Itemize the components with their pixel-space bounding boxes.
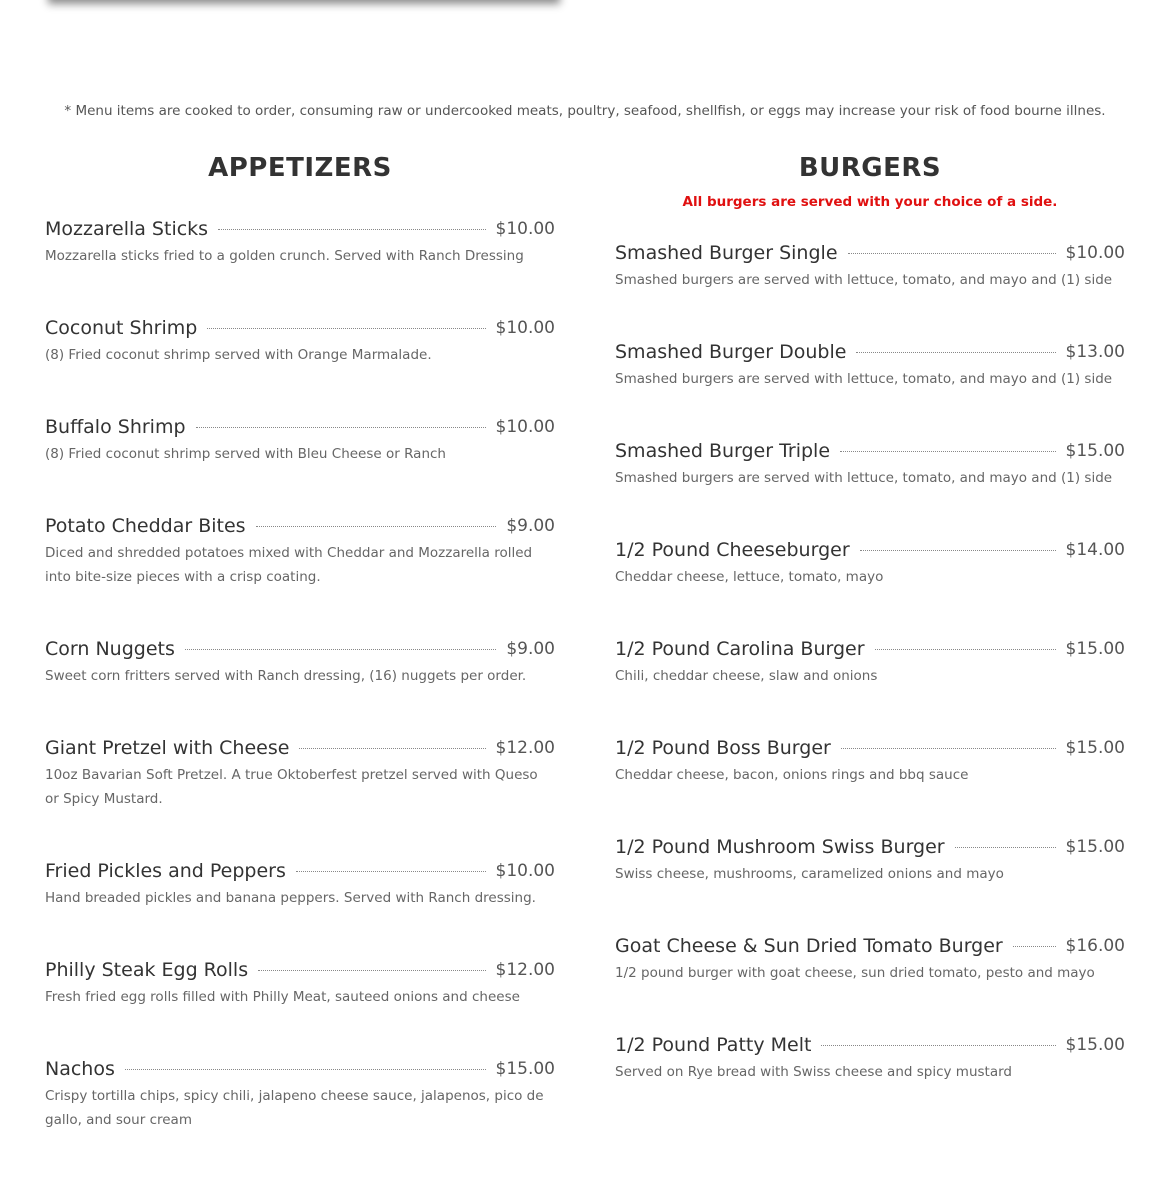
item-name: Goat Cheese & Sun Dried Tomato Burger (615, 935, 1003, 957)
menu-item-header (615, 634, 1125, 664)
menu-item (45, 511, 555, 589)
dotted-leader (821, 1045, 1055, 1046)
section-title: BURGERS (798, 153, 942, 183)
item-description: Crispy tortilla chips, spicy chili, jalapeno cheese sauce, jalapenos, pico de gallo, and sour cream (45, 1088, 544, 1128)
item-name: Giant Pretzel with Cheese (45, 737, 290, 759)
item-price: $13.00 (1065, 342, 1125, 362)
item-price: $15.00 (1065, 1035, 1125, 1055)
item-name: Fried Pickles and Peppers (45, 860, 286, 882)
item-price: $15.00 (1065, 639, 1125, 659)
item-price: $9.00 (506, 639, 555, 659)
menu-item (45, 313, 555, 367)
item-description: Hand breaded pickles and banana peppers. Served with Ranch dressing. (45, 890, 536, 906)
menu-item (615, 238, 1125, 292)
menu-item (615, 337, 1125, 391)
dotted-leader (185, 649, 496, 650)
menu-item-header (45, 214, 555, 244)
item-description: 1/2 pound burger with goat cheese, sun dried tomato, pesto and mayo (615, 965, 1095, 981)
menu-item (45, 733, 555, 811)
dotted-leader (856, 352, 1055, 353)
dotted-leader (258, 970, 485, 971)
dotted-leader (207, 328, 485, 329)
item-description: Cheddar cheese, lettuce, tomato, mayo (615, 569, 884, 585)
item-description: Served on Rye bread with Swiss cheese and spicy mustard (615, 1064, 1012, 1080)
item-name: Smashed Burger Double (615, 341, 847, 363)
menu-item (45, 412, 555, 466)
item-description: Smashed burgers are served with lettuce, tomato, and mayo and (1) side (615, 470, 1113, 486)
menu-item-header (615, 436, 1125, 466)
section-title: APPETIZERS (208, 153, 392, 183)
item-description: 10oz Bavarian Soft Pretzel. A true Oktoberfest pretzel served with Queso or Spicy Mustard. (45, 767, 538, 807)
item-description: Sweet corn fritters served with Ranch dressing, (16) nuggets per order. (45, 668, 527, 684)
item-name: 1/2 Pound Boss Burger (615, 737, 831, 759)
item-name: Buffalo Shrimp (45, 416, 186, 438)
dotted-leader (841, 748, 1056, 749)
item-name: Smashed Burger Single (615, 242, 838, 264)
dotted-leader (125, 1069, 486, 1070)
dotted-leader (296, 871, 486, 872)
item-price: $10.00 (495, 861, 555, 881)
item-name: 1/2 Pound Patty Melt (615, 1034, 812, 1056)
menu-item-header (615, 238, 1125, 268)
menu-item-header (45, 733, 555, 763)
menu-item-header (615, 733, 1125, 763)
item-price: $15.00 (1065, 738, 1125, 758)
menu-item (615, 436, 1125, 490)
dotted-leader (860, 550, 1056, 551)
menu-item (45, 214, 555, 268)
dotted-leader (196, 427, 486, 428)
menu-item (45, 634, 555, 688)
item-description: Mozzarella sticks fried to a golden crunch. Served with Ranch Dressing (45, 248, 524, 264)
dotted-leader (848, 253, 1056, 254)
menu-list (45, 214, 555, 1132)
item-name: 1/2 Pound Cheeseburger (615, 539, 850, 561)
item-description: Cheddar cheese, bacon, onions rings and bbq sauce (615, 767, 969, 783)
menu-item-header (615, 832, 1125, 862)
menu-item (45, 955, 555, 1009)
menu-item-header (45, 1054, 555, 1084)
item-name: Coconut Shrimp (45, 317, 198, 339)
item-price: $12.00 (495, 960, 555, 980)
item-name: 1/2 Pound Carolina Burger (615, 638, 865, 660)
menu-item-header (45, 511, 555, 541)
menu-item (45, 1054, 555, 1132)
item-description: Fresh fried egg rolls filled with Philly Meat, sauteed onions and cheese (45, 989, 520, 1005)
menu-item (615, 733, 1125, 787)
menu-item (45, 856, 555, 910)
menu-item-header (615, 535, 1125, 565)
burgers-section (615, 151, 1125, 1129)
dotted-leader (840, 451, 1055, 452)
item-description: (8) Fried coconut shrimp served with Orange Marmalade. (45, 347, 432, 363)
item-price: $10.00 (1065, 243, 1125, 263)
menu-item-header (615, 337, 1125, 367)
item-name: Nachos (45, 1058, 115, 1080)
dotted-leader (256, 526, 497, 527)
menu-item-header (615, 931, 1125, 961)
menu-item-header (45, 634, 555, 664)
menu-item-header (45, 955, 555, 985)
item-price: $15.00 (1065, 441, 1125, 461)
item-name: Philly Steak Egg Rolls (45, 959, 249, 981)
appetizers-section (45, 151, 555, 1177)
food-safety-disclaimer: * Menu items are cooked to order, consuming raw or undercooked meats, poultry, seafood, shellfish, or eggs may increase your risk of food bourne illnes. (64, 103, 1106, 119)
menu-item (615, 931, 1125, 985)
menu-item-header (45, 313, 555, 343)
item-description: Swiss cheese, mushrooms, caramelized onions and mayo (615, 866, 1004, 882)
item-price: $15.00 (495, 1059, 555, 1079)
menu-item-header (45, 412, 555, 442)
menu-item (615, 1030, 1125, 1084)
item-price: $10.00 (495, 417, 555, 437)
item-price: $10.00 (495, 219, 555, 239)
item-price: $9.00 (506, 516, 555, 536)
item-name: Mozzarella Sticks (45, 218, 209, 240)
item-name: Smashed Burger Triple (615, 440, 831, 462)
menu-list (615, 238, 1125, 1084)
menu-item-header (45, 856, 555, 886)
menu-item (615, 832, 1125, 886)
item-description: (8) Fried coconut shrimp served with Bleu Cheese or Ranch (45, 446, 446, 462)
item-name: Potato Cheddar Bites (45, 515, 246, 537)
dotted-leader (1013, 946, 1056, 947)
section-subtitle: All burgers are served with your choice of a side. (682, 194, 1058, 210)
dotted-leader (875, 649, 1056, 650)
item-name: Corn Nuggets (45, 638, 175, 660)
item-price: $12.00 (495, 738, 555, 758)
item-name: 1/2 Pound Mushroom Swiss Burger (615, 836, 945, 858)
menu-item (615, 535, 1125, 589)
dotted-leader (218, 229, 485, 230)
dotted-leader (955, 847, 1056, 848)
item-description: Smashed burgers are served with lettuce, tomato, and mayo and (1) side (615, 371, 1113, 387)
item-price: $16.00 (1065, 936, 1125, 956)
item-description: Smashed burgers are served with lettuce, tomato, and mayo and (1) side (615, 272, 1113, 288)
item-description: Chili, cheddar cheese, slaw and onions (615, 668, 878, 684)
menu-item (615, 634, 1125, 688)
item-price: $14.00 (1065, 540, 1125, 560)
item-price: $15.00 (1065, 837, 1125, 857)
menu-item-header (615, 1030, 1125, 1060)
item-price: $10.00 (495, 318, 555, 338)
item-description: Diced and shredded potatoes mixed with Cheddar and Mozzarella rolled into bite-size pieces with a crisp coating. (45, 545, 533, 585)
dotted-leader (299, 748, 485, 749)
